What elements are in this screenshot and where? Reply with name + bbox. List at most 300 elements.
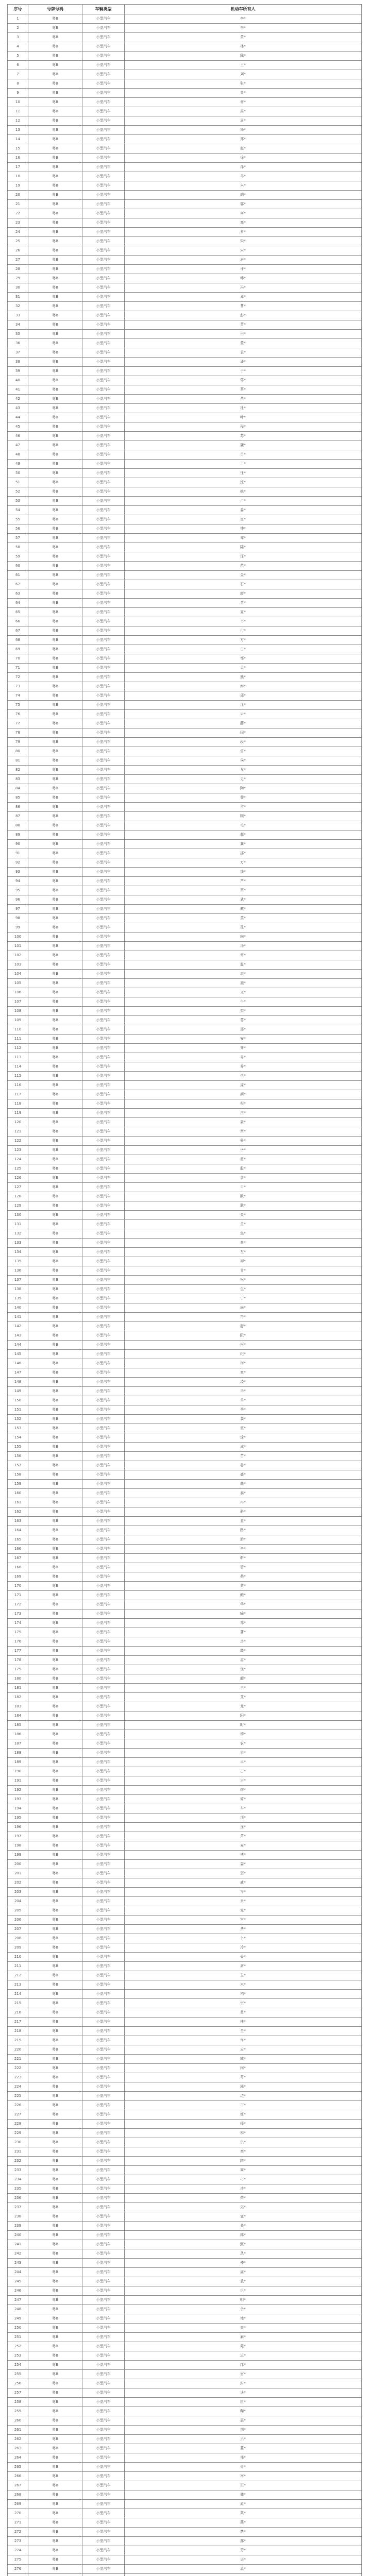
serial-no-cell: 116 xyxy=(8,1081,28,1090)
table-row xyxy=(8,163,362,172)
plate-number-cell: 粤B xyxy=(28,1545,82,1554)
plate-number-cell: 粤B xyxy=(28,775,82,784)
serial-no-cell: 195 xyxy=(8,1814,28,1823)
plate-number-cell: 粤B xyxy=(28,933,82,942)
owner-cell: 甄* xyxy=(125,2240,362,2249)
plate-number-cell: 粤B xyxy=(28,2546,82,2555)
plate-number-cell: 粤B xyxy=(28,849,82,858)
vehicle-type-cell: 小型汽车 xyxy=(82,1721,125,1730)
serial-no-cell: 258 xyxy=(8,2398,28,2407)
serial-no-cell: 128 xyxy=(8,1192,28,1201)
owner-cell: 钱* xyxy=(125,868,362,877)
table-row xyxy=(8,673,362,682)
plate-number-cell: 粤B xyxy=(28,756,82,766)
serial-no-cell: 97 xyxy=(8,905,28,914)
owner-cell: 夏* xyxy=(125,608,362,617)
table-row xyxy=(8,1841,362,1851)
table-row xyxy=(8,543,362,552)
table-row xyxy=(8,1099,362,1109)
serial-no-cell: 143 xyxy=(8,1331,28,1341)
plate-number-cell: 粤B xyxy=(28,1211,82,1220)
serial-no-cell: 14 xyxy=(8,135,28,144)
owner-cell: 谌* xyxy=(125,2555,362,2565)
plate-number-cell: 粤B xyxy=(28,478,82,487)
plate-number-cell: 粤B xyxy=(28,803,82,812)
plate-number-cell: 粤B xyxy=(28,52,82,61)
owner-cell: 宁* xyxy=(125,1294,362,1303)
owner-cell: 尹* xyxy=(125,710,362,719)
serial-no-cell: 3 xyxy=(8,33,28,42)
vehicle-type-cell: 小型汽车 xyxy=(82,1322,125,1331)
serial-no-cell: 134 xyxy=(8,1248,28,1257)
vehicle-type-cell: 小型汽车 xyxy=(82,793,125,803)
table-row xyxy=(8,1943,362,1953)
table-row xyxy=(8,1851,362,1860)
plate-number-cell: 粤B xyxy=(28,960,82,970)
table-row xyxy=(8,228,362,237)
owner-cell: 郎* xyxy=(125,2231,362,2240)
serial-no-cell: 21 xyxy=(8,200,28,209)
plate-number-cell: 粤B xyxy=(28,821,82,831)
table-row xyxy=(8,2138,362,2147)
vehicle-type-cell: 小型汽车 xyxy=(82,1099,125,1109)
vehicle-type-cell: 小型汽车 xyxy=(82,89,125,98)
serial-no-cell: 272 xyxy=(8,2528,28,2537)
owner-cell: 陈* xyxy=(125,52,362,61)
table-row xyxy=(8,2045,362,2055)
table-row xyxy=(8,1684,362,1693)
table-row xyxy=(8,1452,362,1461)
vehicle-type-cell: 小型汽车 xyxy=(82,274,125,283)
serial-no-cell: 172 xyxy=(8,1600,28,1609)
serial-no-cell: 233 xyxy=(8,2166,28,2175)
serial-no-cell: 174 xyxy=(8,1619,28,1628)
vehicle-type-cell: 小型汽车 xyxy=(82,728,125,738)
owner-cell: 屈* xyxy=(125,1656,362,1665)
serial-no-cell: 254 xyxy=(8,2361,28,2370)
vehicle-type-cell: 小型汽车 xyxy=(82,469,125,478)
serial-no-cell: 46 xyxy=(8,432,28,441)
plate-number-cell: 粤B xyxy=(28,89,82,98)
serial-no-cell: 231 xyxy=(8,2147,28,2157)
owner-cell xyxy=(125,2574,362,2576)
plate-number-cell: 粤B xyxy=(28,1415,82,1424)
plate-number-cell: 粤B xyxy=(28,1016,82,1025)
plate-number-cell: 粤B xyxy=(28,988,82,997)
plate-number-cell: 粤B xyxy=(28,42,82,52)
serial-no-cell: 214 xyxy=(8,1990,28,1999)
table-row xyxy=(8,14,362,24)
plate-number-cell: 粤B xyxy=(28,1572,82,1582)
owner-cell: 吕* xyxy=(125,450,362,460)
vehicle-type-cell: 小型汽车 xyxy=(82,1749,125,1758)
owner-cell: 耿* xyxy=(125,1201,362,1211)
plate-number-cell: 粤B xyxy=(28,1359,82,1368)
vehicle-type-cell: 小型汽车 xyxy=(82,2018,125,2027)
table-row xyxy=(8,2222,362,2231)
owner-cell: 祝* xyxy=(125,1276,362,1285)
plate-number-cell: 粤B xyxy=(28,1980,82,1990)
table-row xyxy=(8,645,362,654)
owner-cell: 尤* xyxy=(125,1702,362,1711)
serial-no-cell: 148 xyxy=(8,1378,28,1387)
serial-no-cell: 30 xyxy=(8,283,28,293)
table-row xyxy=(8,79,362,89)
plate-number-cell: 粤B xyxy=(28,450,82,460)
plate-number-cell: 粤B xyxy=(28,858,82,868)
owner-cell: 姬* xyxy=(125,2110,362,2120)
owner-cell: 巫* xyxy=(125,2203,362,2212)
plate-number-cell: 粤B xyxy=(28,441,82,450)
owner-cell: 冀* xyxy=(125,2444,362,2453)
owner-cell: 迟* xyxy=(125,2351,362,2361)
table-row xyxy=(8,2055,362,2064)
vehicle-type-cell: 小型汽车 xyxy=(82,154,125,163)
serial-no-cell: 147 xyxy=(8,1368,28,1378)
serial-no-cell: 188 xyxy=(8,1749,28,1758)
vehicle-type-cell: 小型汽车 xyxy=(82,1229,125,1239)
vehicle-type-cell: 小型汽车 xyxy=(82,330,125,339)
serial-no-cell: 24 xyxy=(8,228,28,237)
vehicle-type-cell: 小型汽车 xyxy=(82,701,125,710)
vehicle-type-cell: 小型汽车 xyxy=(82,1823,125,1832)
vehicle-type-cell: 小型汽车 xyxy=(82,664,125,673)
vehicle-type-cell: 小型汽车 xyxy=(82,1702,125,1711)
serial-no-cell: 187 xyxy=(8,1739,28,1749)
table-row xyxy=(8,181,362,191)
vehicle-type-cell: 小型汽车 xyxy=(82,2082,125,2092)
vehicle-type-cell: 小型汽车 xyxy=(82,1841,125,1851)
serial-no-cell: 31 xyxy=(8,293,28,302)
vehicle-type-cell: 小型汽车 xyxy=(82,738,125,747)
table-row xyxy=(8,1137,362,1146)
owner-cell: 郑* xyxy=(125,135,362,144)
vehicle-type-cell: 小型汽车 xyxy=(82,339,125,348)
table-row xyxy=(8,1804,362,1814)
table-row xyxy=(8,283,362,293)
table-row xyxy=(8,395,362,404)
serial-no-cell: 126 xyxy=(8,1174,28,1183)
vehicle-type-cell: 小型汽车 xyxy=(82,626,125,636)
owner-cell: 翁* xyxy=(125,1489,362,1498)
plate-number-cell: 粤B xyxy=(28,728,82,738)
plate-number-cell: 粤B xyxy=(28,1730,82,1739)
serial-no-cell: 274 xyxy=(8,2546,28,2555)
serial-no-cell: 87 xyxy=(8,812,28,821)
plate-number-cell xyxy=(28,2574,82,2576)
table-row xyxy=(8,886,362,895)
plate-number-cell: 粤B xyxy=(28,2194,82,2203)
owner-cell: 喻* xyxy=(125,1609,362,1619)
owner-cell: 奚* xyxy=(125,2565,362,2574)
table-row xyxy=(8,933,362,942)
table-row xyxy=(8,1044,362,1053)
serial-no-cell: 88 xyxy=(8,821,28,831)
plate-number-cell: 粤B xyxy=(28,283,82,293)
serial-no-cell: 216 xyxy=(8,2008,28,2018)
owner-cell: 丛* xyxy=(125,2249,362,2259)
plate-number-cell: 粤B xyxy=(28,1535,82,1545)
owner-cell: 任* xyxy=(125,469,362,478)
owner-cell: 张* xyxy=(125,79,362,89)
owner-cell: 孟* xyxy=(125,664,362,673)
plate-number-cell: 粤B xyxy=(28,2055,82,2064)
serial-no-cell: 218 xyxy=(8,2027,28,2036)
vehicle-type-cell: 小型汽车 xyxy=(82,1693,125,1702)
serial-no-cell: 124 xyxy=(8,1155,28,1164)
serial-no-cell: 257 xyxy=(8,2388,28,2398)
plate-number-cell: 粤B xyxy=(28,766,82,775)
owner-cell: 廖* xyxy=(125,589,362,599)
vehicle-type-cell: 小型汽车 xyxy=(82,1415,125,1424)
owner-cell: 兰* xyxy=(125,1220,362,1229)
vehicle-type-cell: 小型汽车 xyxy=(82,1062,125,1072)
owner-cell: 安* xyxy=(125,1035,362,1044)
table-row xyxy=(8,1739,362,1749)
owner-cell: 程* xyxy=(125,422,362,432)
vehicle-type-cell: 小型汽车 xyxy=(82,933,125,942)
plate-number-cell: 粤B xyxy=(28,191,82,200)
table-row xyxy=(8,2249,362,2259)
plate-number-cell: 粤B xyxy=(28,2045,82,2055)
serial-no-cell: 142 xyxy=(8,1322,28,1331)
owner-cell: 吴* xyxy=(125,107,362,116)
table-row xyxy=(8,1443,362,1452)
table-row xyxy=(8,209,362,218)
table-row xyxy=(8,868,362,877)
vehicle-type-cell: 小型汽车 xyxy=(82,1007,125,1016)
plate-number-cell: 粤B xyxy=(28,2555,82,2565)
serial-no-cell: 246 xyxy=(8,2286,28,2296)
vehicle-type-cell: 小型汽车 xyxy=(82,2175,125,2184)
plate-number-cell: 粤B xyxy=(28,1137,82,1146)
plate-number-cell: 粤B xyxy=(28,1739,82,1749)
table-row xyxy=(8,552,362,562)
vehicle-type-cell: 小型汽车 xyxy=(82,1711,125,1721)
vehicle-type-cell: 小型汽车 xyxy=(82,2528,125,2537)
owner-cell: 卜* xyxy=(125,1934,362,1943)
vehicle-type-cell: 小型汽车 xyxy=(82,534,125,543)
plate-number-cell: 粤B xyxy=(28,98,82,107)
owner-cell: 詹* xyxy=(125,1174,362,1183)
owner-cell: 荣* xyxy=(125,2194,362,2203)
table-row xyxy=(8,654,362,664)
plate-number-cell: 粤B xyxy=(28,1767,82,1776)
vehicle-type-cell: 小型汽车 xyxy=(82,311,125,320)
vehicle-type-cell: 小型汽车 xyxy=(82,1767,125,1776)
table-row xyxy=(8,172,362,181)
owner-cell: 凌* xyxy=(125,1378,362,1387)
owner-cell: 宋* xyxy=(125,246,362,256)
owner-cell: 毕* xyxy=(125,1387,362,1396)
owner-cell: 樊* xyxy=(125,1007,362,1016)
serial-no-cell: 65 xyxy=(8,608,28,617)
plate-number-cell: 粤B xyxy=(28,2565,82,2574)
owner-cell: 聂* xyxy=(125,1118,362,1127)
plate-number-cell: 粤B xyxy=(28,2333,82,2342)
table-row xyxy=(8,2305,362,2314)
vehicle-type-cell: 小型汽车 xyxy=(82,1665,125,1674)
vehicle-type-cell: 小型汽车 xyxy=(82,2444,125,2453)
serial-no-cell: 54 xyxy=(8,506,28,515)
plate-number-cell: 粤B xyxy=(28,1804,82,1814)
plate-number-cell: 粤B xyxy=(28,1443,82,1452)
vehicle-type-cell: 小型汽车 xyxy=(82,2481,125,2490)
plate-number-cell: 粤B xyxy=(28,1378,82,1387)
owner-cell: 史* xyxy=(125,775,362,784)
table-row xyxy=(8,2082,362,2092)
table-row xyxy=(8,497,362,506)
plate-number-cell: 粤B xyxy=(28,61,82,70)
owner-cell: 郭* xyxy=(125,200,362,209)
plate-number-cell: 粤B xyxy=(28,2361,82,2370)
plate-number-cell: 粤B xyxy=(28,376,82,385)
table-row xyxy=(8,116,362,126)
plate-number-cell: 粤B xyxy=(28,1424,82,1433)
owner-cell: 潘* xyxy=(125,358,362,367)
owner-cell: 朱* xyxy=(125,181,362,191)
table-row xyxy=(8,311,362,320)
owner-cell: 刁* xyxy=(125,2175,362,2184)
owner-cell: 全* xyxy=(125,2027,362,2036)
vehicle-type-cell: 小型汽车 xyxy=(82,1211,125,1220)
plate-number-cell: 粤B xyxy=(28,2472,82,2481)
vehicle-type-cell: 小型汽车 xyxy=(82,116,125,126)
table-row xyxy=(8,1647,362,1656)
vehicle-type-cell: 小型汽车 xyxy=(82,33,125,42)
table-row xyxy=(8,1331,362,1341)
vehicle-type-cell: 小型汽车 xyxy=(82,1600,125,1609)
vehicle-type-cell: 小型汽车 xyxy=(82,617,125,626)
serial-no-cell: 82 xyxy=(8,766,28,775)
owner-cell: 江* xyxy=(125,701,362,710)
plate-number-cell: 粤B xyxy=(28,1396,82,1405)
vehicle-type-cell: 小型汽车 xyxy=(82,1424,125,1433)
vehicle-type-cell: 小型汽车 xyxy=(82,2286,125,2296)
serial-no-cell: 232 xyxy=(8,2157,28,2166)
owner-cell: 符* xyxy=(125,1313,362,1322)
vehicle-type-cell: 小型汽车 xyxy=(82,1378,125,1387)
table-row xyxy=(8,858,362,868)
serial-no-cell: 118 xyxy=(8,1099,28,1109)
table-row xyxy=(8,1582,362,1591)
plate-number-cell: 粤B xyxy=(28,2157,82,2166)
table-row xyxy=(8,1517,362,1526)
owner-cell: 曾* xyxy=(125,89,362,98)
owner-cell: 党* xyxy=(125,1906,362,1916)
vehicle-type-cell: 小型汽车 xyxy=(82,2110,125,2120)
owner-cell: 谭* xyxy=(125,534,362,543)
serial-no-cell: 200 xyxy=(8,1860,28,1869)
serial-no-cell: 222 xyxy=(8,2064,28,2073)
serial-no-cell: 161 xyxy=(8,1498,28,1507)
plate-number-cell: 粤B xyxy=(28,144,82,154)
serial-no-cell: 183 xyxy=(8,1702,28,1711)
owner-cell: 艾* xyxy=(125,1693,362,1702)
table-row xyxy=(8,1814,362,1823)
owner-cell: 向* xyxy=(125,933,362,942)
owner-cell: 原* xyxy=(125,2500,362,2509)
plate-number-cell: 粤B xyxy=(28,2259,82,2268)
owner-cell: 车* xyxy=(125,1804,362,1814)
vehicle-type-cell: 小型汽车 xyxy=(82,858,125,868)
vehicle-type-cell: 小型汽车 xyxy=(82,599,125,608)
serial-no-cell: 235 xyxy=(8,2184,28,2194)
plate-number-cell: 粤B xyxy=(28,2231,82,2240)
vehicle-type-cell: 小型汽车 xyxy=(82,562,125,571)
owner-cell: 霍* xyxy=(125,1424,362,1433)
serial-no-cell: 37 xyxy=(8,348,28,358)
table-row xyxy=(8,2490,362,2500)
table-row xyxy=(8,580,362,589)
serial-no-cell: 204 xyxy=(8,1897,28,1906)
plate-number-cell: 粤B xyxy=(28,2277,82,2286)
owner-cell: 吉* xyxy=(125,1776,362,1786)
table-row xyxy=(8,1090,362,1099)
serial-no-cell: 158 xyxy=(8,1470,28,1480)
vehicle-type-cell: 小型汽车 xyxy=(82,1990,125,1999)
owner-cell: 汤* xyxy=(125,942,362,951)
plate-number-cell: 粤B xyxy=(28,2268,82,2277)
serial-no-cell: 203 xyxy=(8,1888,28,1897)
vehicle-type-cell: 小型汽车 xyxy=(82,1155,125,1164)
plate-number-cell: 粤B xyxy=(28,626,82,636)
owner-cell: 赵* xyxy=(125,144,362,154)
plate-number-cell: 粤B xyxy=(28,2175,82,2184)
owner-cell: 杜* xyxy=(125,404,362,413)
plate-number-cell: 粤B xyxy=(28,135,82,144)
plate-number-cell: 粤B xyxy=(28,1517,82,1526)
owner-cell: 范* xyxy=(125,562,362,571)
vehicle-type-cell: 小型汽车 xyxy=(82,2453,125,2463)
vehicle-type-cell: 小型汽车 xyxy=(82,1248,125,1257)
table-row xyxy=(8,42,362,52)
table-row xyxy=(8,348,362,358)
owner-cell: 苟* xyxy=(125,2073,362,2082)
owner-cell: 燕* xyxy=(125,2518,362,2528)
serial-no-cell: 32 xyxy=(8,302,28,311)
vehicle-type-cell: 小型汽车 xyxy=(82,1461,125,1470)
table-row xyxy=(8,2509,362,2518)
serial-no-cell: 167 xyxy=(8,1554,28,1563)
owner-cell: 韦* xyxy=(125,617,362,626)
table-row xyxy=(8,1164,362,1174)
serial-no-cell: 210 xyxy=(8,1953,28,1962)
vehicle-type-cell: 小型汽车 xyxy=(82,1025,125,1035)
plate-number-cell: 粤B xyxy=(28,1109,82,1118)
plate-number-cell: 粤B xyxy=(28,524,82,534)
serial-no-cell: 224 xyxy=(8,2082,28,2092)
owner-cell: 苏* xyxy=(125,432,362,441)
plate-number-cell: 粤B xyxy=(28,200,82,209)
table-row xyxy=(8,1257,362,1266)
vehicle-type-cell: 小型汽车 xyxy=(82,1582,125,1591)
owner-cell: 薛* xyxy=(125,719,362,728)
owner-cell: 施* xyxy=(125,979,362,988)
table-row xyxy=(8,2528,362,2537)
table-row xyxy=(8,1276,362,1285)
vehicle-type-cell: 小型汽车 xyxy=(82,2509,125,2518)
serial-no-cell: 178 xyxy=(8,1656,28,1665)
plate-number-cell: 粤B xyxy=(28,2129,82,2138)
serial-no-cell: 13 xyxy=(8,126,28,135)
serial-no-cell: 241 xyxy=(8,2240,28,2249)
plate-number-cell: 粤B xyxy=(28,914,82,923)
owner-cell: 许* xyxy=(125,265,362,274)
serial-no-cell: 269 xyxy=(8,2500,28,2509)
owner-cell: 庞* xyxy=(125,1081,362,1090)
table-row xyxy=(8,2453,362,2463)
